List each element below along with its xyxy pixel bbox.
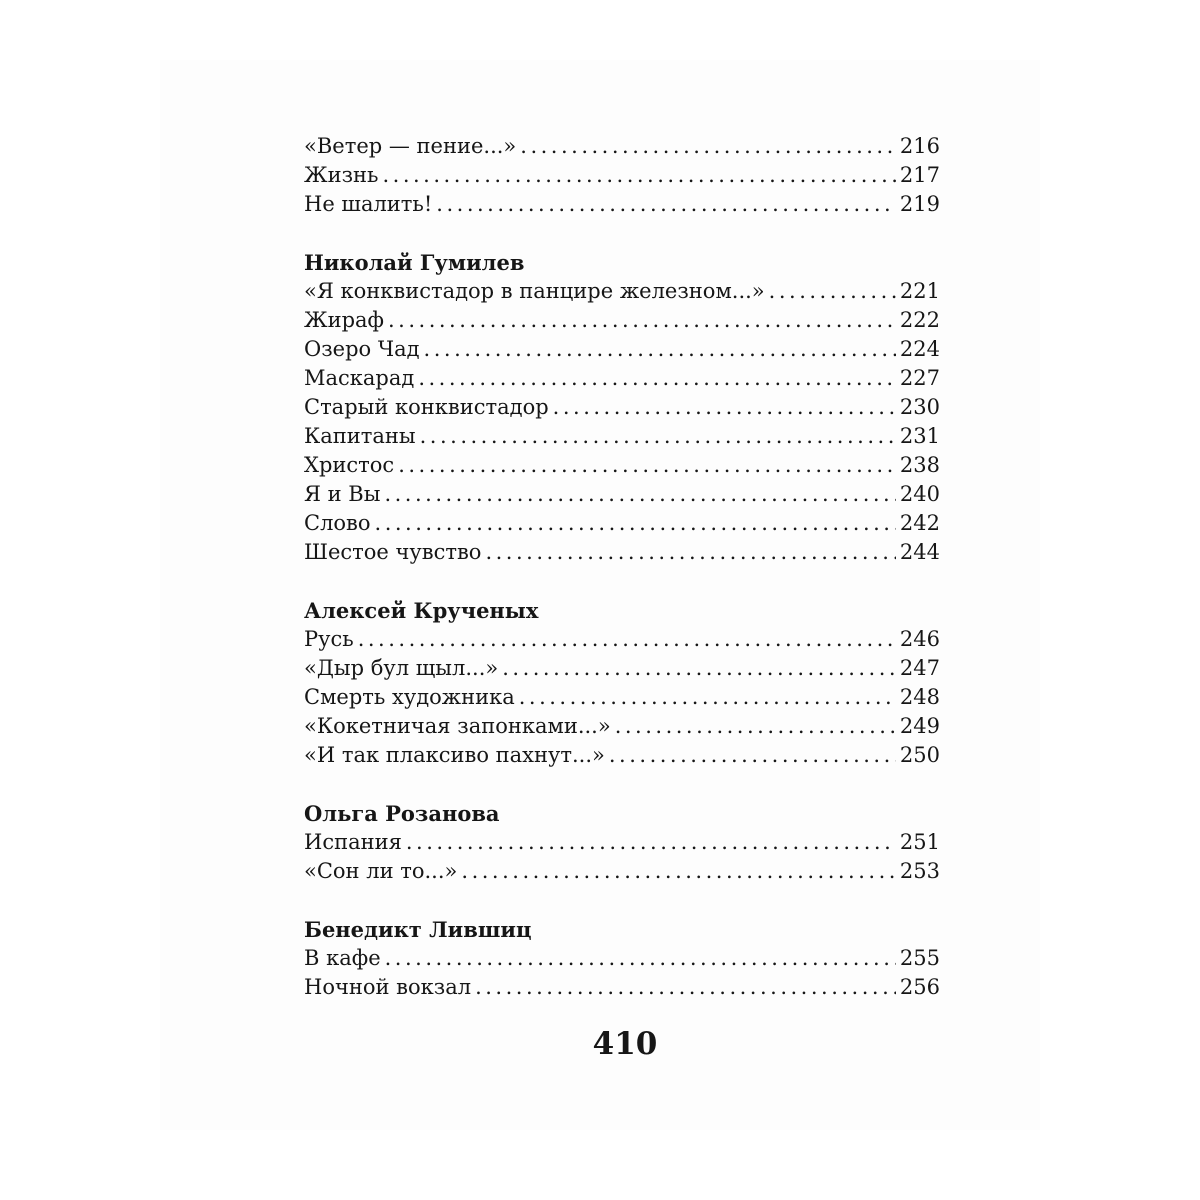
entry-title: Испания bbox=[304, 830, 402, 854]
entry-title: Слово bbox=[304, 511, 371, 535]
entry-title: «Дыр бул щыл...» bbox=[304, 656, 499, 680]
dot-leader bbox=[406, 828, 896, 857]
toc-entry bbox=[304, 944, 940, 973]
dot-leader bbox=[519, 683, 896, 712]
toc-entry bbox=[304, 335, 940, 364]
entry-page-number: 250 bbox=[899, 743, 940, 767]
entry-page-number: 244 bbox=[899, 540, 940, 564]
entry-title: Озеро Чад bbox=[304, 337, 420, 361]
entry-page-number: 221 bbox=[899, 279, 940, 303]
entry-page-number: 255 bbox=[899, 946, 940, 970]
dot-leader bbox=[388, 306, 896, 335]
entry-page-number: 216 bbox=[899, 134, 940, 158]
entry-title: Христос bbox=[304, 453, 395, 477]
entry-page-number: 251 bbox=[899, 830, 940, 854]
dot-leader bbox=[424, 335, 896, 364]
entry-title: «И так плаксиво пахнут...» bbox=[304, 743, 605, 767]
author-heading: Ольга Розанова bbox=[304, 801, 500, 826]
dot-leader bbox=[609, 741, 896, 770]
dot-leader bbox=[615, 712, 896, 741]
toc-entry bbox=[304, 393, 940, 422]
entry-title: Я и Вы bbox=[304, 482, 381, 506]
entry-title: «Я конквистадор в панцире железном...» bbox=[304, 279, 765, 303]
toc-entry bbox=[304, 741, 940, 770]
dot-leader bbox=[553, 393, 896, 422]
dot-leader bbox=[475, 973, 896, 1002]
entry-title: «Сон ли то...» bbox=[304, 859, 458, 883]
dot-leader bbox=[375, 509, 896, 538]
entry-title: В кафе bbox=[304, 946, 381, 970]
author-heading: Бенедикт Лившиц bbox=[304, 917, 532, 942]
dot-leader bbox=[420, 422, 896, 451]
entry-title: Смерть художника bbox=[304, 685, 515, 709]
toc-entry bbox=[304, 509, 940, 538]
page-number: 410 bbox=[592, 1026, 658, 1062]
dot-leader bbox=[418, 364, 896, 393]
toc-entry bbox=[304, 857, 940, 886]
entry-page-number: 224 bbox=[899, 337, 940, 361]
table-of-contents bbox=[304, 132, 940, 1002]
dot-leader bbox=[385, 944, 896, 973]
entry-page-number: 247 bbox=[899, 656, 940, 680]
entry-page-number: 230 bbox=[899, 395, 940, 419]
toc-entry bbox=[304, 451, 940, 480]
dot-leader bbox=[382, 161, 895, 190]
entry-title: Шестое чувство bbox=[304, 540, 482, 564]
toc-entry bbox=[304, 973, 940, 1002]
toc-entry bbox=[304, 625, 940, 654]
toc-entry bbox=[304, 277, 940, 306]
entry-page-number: 242 bbox=[899, 511, 940, 535]
dot-leader bbox=[485, 538, 895, 567]
entry-page-number: 227 bbox=[899, 366, 940, 390]
toc-entry bbox=[304, 306, 940, 335]
toc-entry bbox=[304, 480, 940, 509]
toc-entry bbox=[304, 712, 940, 741]
entry-page-number: 248 bbox=[899, 685, 940, 709]
entry-page-number: 240 bbox=[899, 482, 940, 506]
entry-title: Ночной вокзал bbox=[304, 975, 472, 999]
toc-entry bbox=[304, 364, 940, 393]
entry-page-number: 222 bbox=[899, 308, 940, 332]
entry-title: Капитаны bbox=[304, 424, 416, 448]
entry-title: «Ветер — пение...» bbox=[304, 134, 517, 158]
dot-leader bbox=[384, 480, 895, 509]
toc-entry bbox=[304, 654, 940, 683]
entry-title: Не шалить! bbox=[304, 192, 433, 216]
toc-entry bbox=[304, 828, 940, 857]
dot-leader bbox=[502, 654, 896, 683]
toc-entry bbox=[304, 422, 940, 451]
entry-page-number: 238 bbox=[899, 453, 940, 477]
entry-page-number: 256 bbox=[899, 975, 940, 999]
toc-entry bbox=[304, 132, 940, 161]
entry-title: Русь bbox=[304, 627, 354, 651]
entry-title: Жираф bbox=[304, 308, 384, 332]
toc-entry bbox=[304, 538, 940, 567]
entry-title: Маскарад bbox=[304, 366, 415, 390]
toc-entry bbox=[304, 683, 940, 712]
author-heading: Алексей Крученых bbox=[304, 598, 539, 623]
entry-page-number: 249 bbox=[899, 714, 940, 738]
toc-entry bbox=[304, 161, 940, 190]
entry-title: Старый конквистадор bbox=[304, 395, 549, 419]
dot-leader bbox=[520, 132, 896, 161]
dot-leader bbox=[461, 857, 896, 886]
entry-title: Жизнь bbox=[304, 163, 379, 187]
entry-page-number: 231 bbox=[899, 424, 940, 448]
dot-leader bbox=[358, 625, 896, 654]
entry-page-number: 217 bbox=[899, 163, 940, 187]
entry-title: «Кокетничая запонками...» bbox=[304, 714, 611, 738]
dot-leader bbox=[436, 190, 896, 219]
dot-leader bbox=[398, 451, 896, 480]
entry-page-number: 219 bbox=[899, 192, 940, 216]
entry-page-number: 253 bbox=[899, 859, 940, 883]
dot-leader bbox=[769, 277, 896, 306]
toc-entry bbox=[304, 190, 940, 219]
entry-page-number: 246 bbox=[899, 627, 940, 651]
author-heading: Николай Гумилев bbox=[304, 250, 525, 275]
